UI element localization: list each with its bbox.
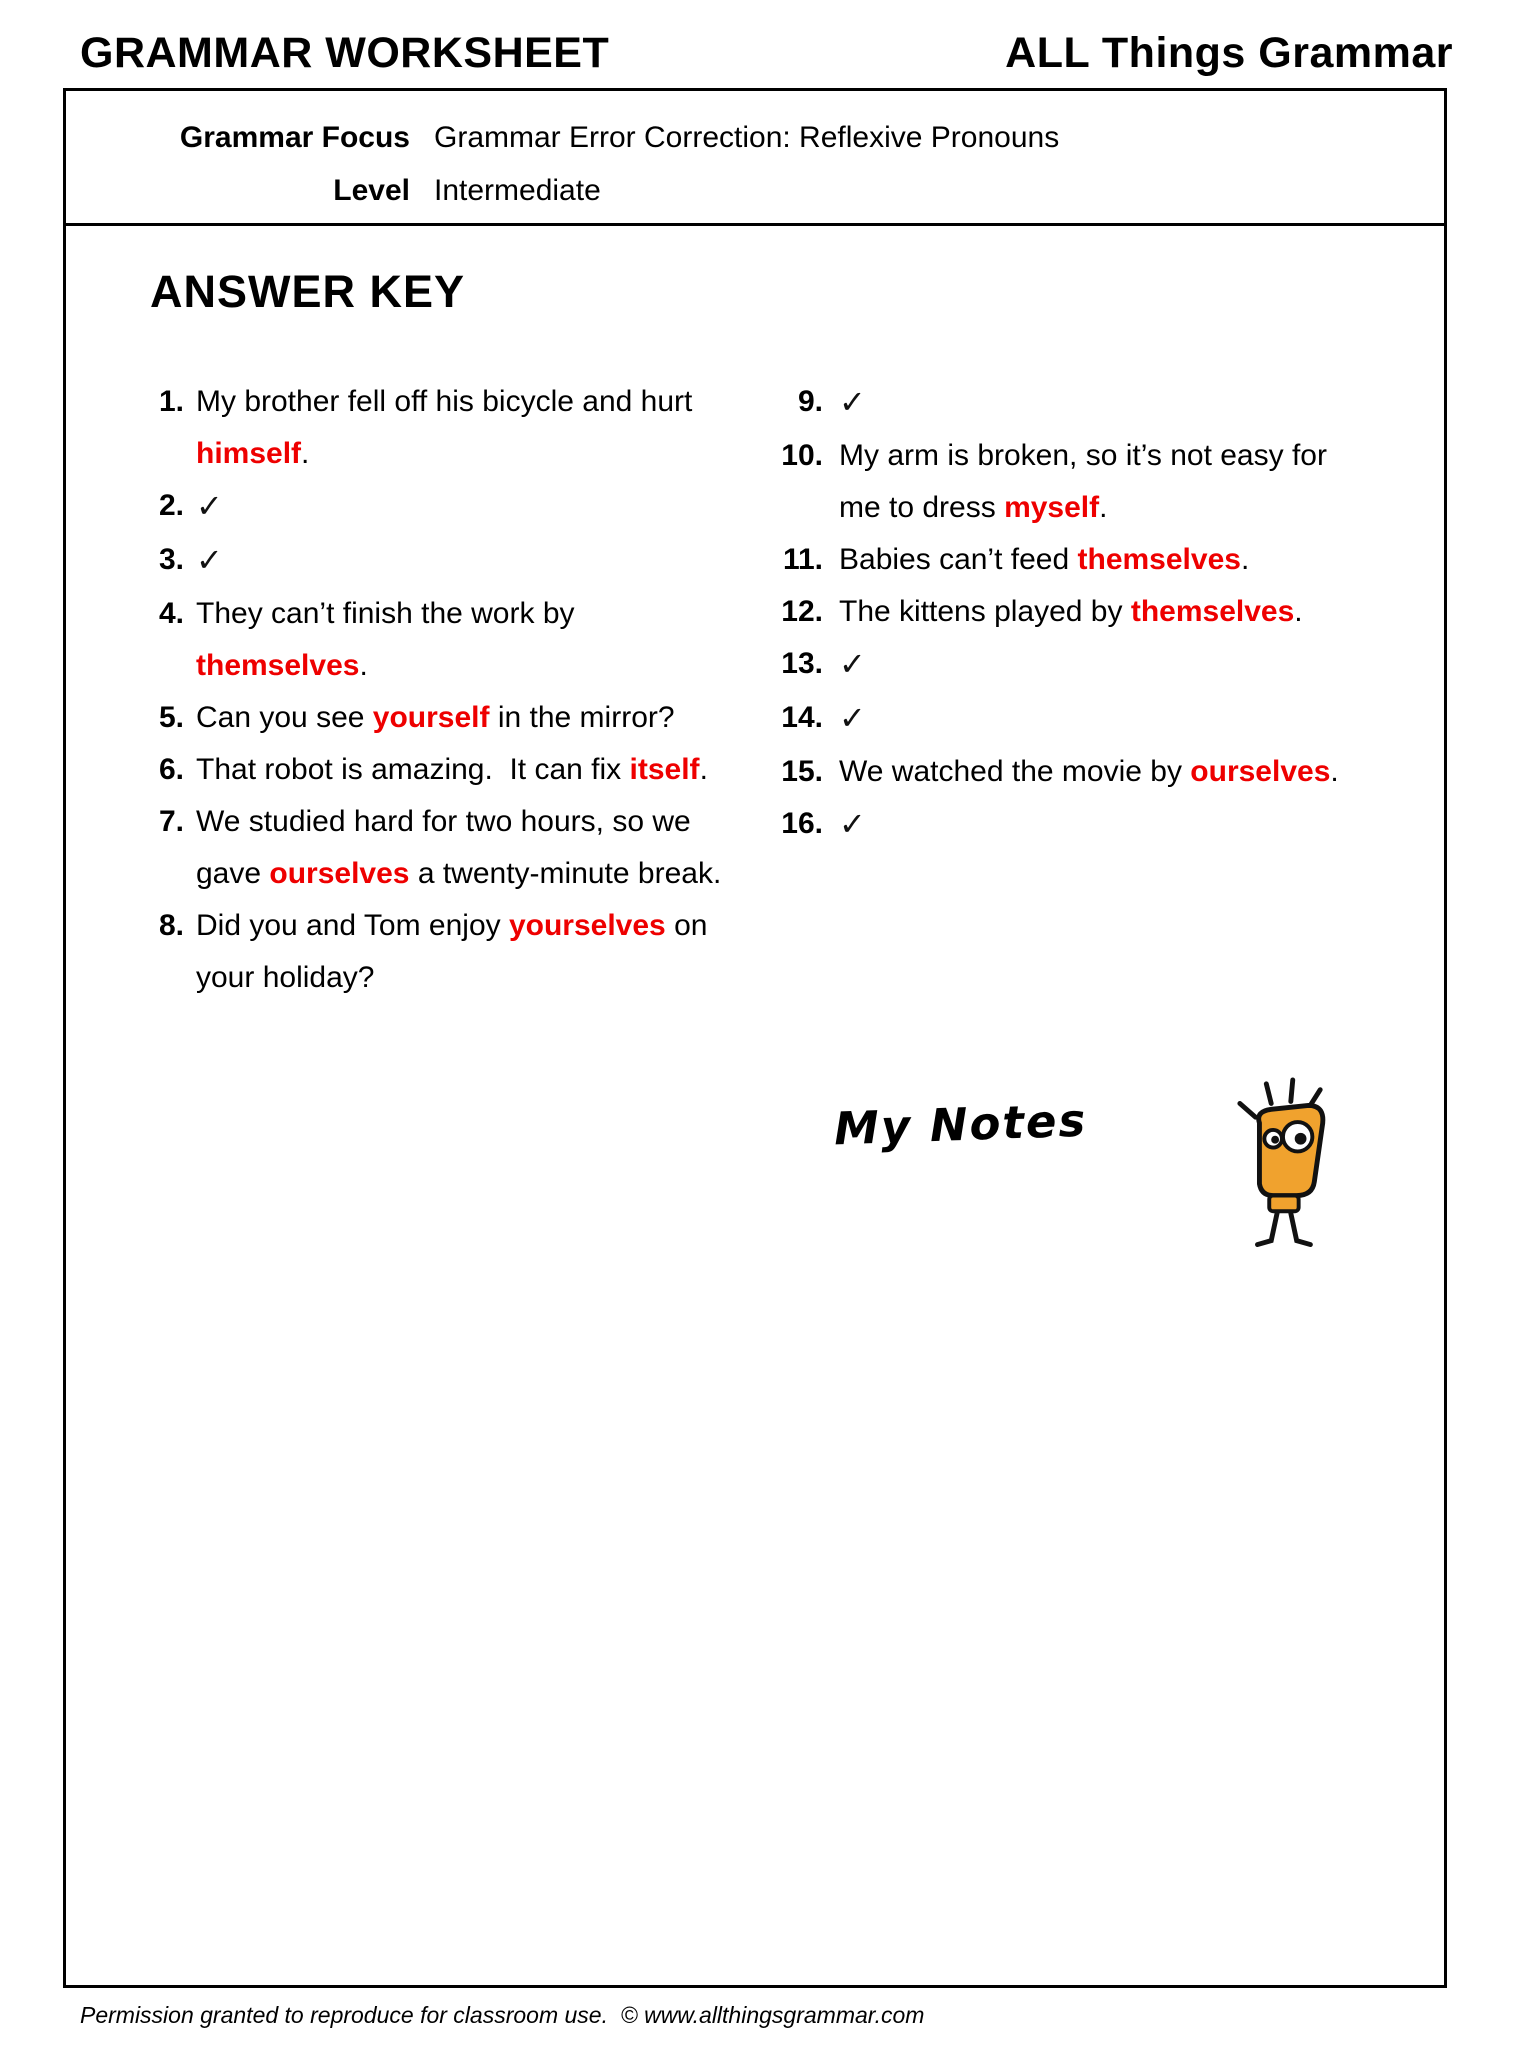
answer-text-block bbox=[196, 692, 767, 744]
corrected-word: ourselves bbox=[269, 857, 410, 890]
answer-key-title: ANSWER KEY bbox=[150, 266, 466, 317]
answer-number: 9. bbox=[797, 385, 823, 418]
answer-line bbox=[839, 638, 1404, 692]
check-mark: ✓ bbox=[196, 542, 223, 578]
answer-text-block bbox=[839, 534, 1404, 586]
answer-line bbox=[196, 692, 767, 744]
corrected-word: itself bbox=[629, 753, 700, 786]
grammar-focus-row bbox=[110, 111, 1444, 164]
lightbulb-character-illustration bbox=[1222, 1076, 1342, 1276]
answer-item bbox=[150, 744, 767, 796]
answer-number: 3. bbox=[158, 543, 184, 576]
answer-item bbox=[150, 692, 767, 744]
answer-line bbox=[839, 692, 1404, 746]
grammar-focus-label: Grammar Focus bbox=[179, 121, 410, 154]
answer-text: Can you see bbox=[196, 701, 373, 734]
answer-text: . bbox=[301, 437, 310, 470]
answer-item bbox=[767, 430, 1404, 534]
check-mark: ✓ bbox=[839, 806, 866, 842]
answer-text: me to dress bbox=[839, 491, 1005, 524]
answer-text: The kittens played by bbox=[839, 595, 1131, 628]
answer-line bbox=[196, 376, 767, 428]
footer-text: Permission granted to reproduce for classroom use. © www.allthingsgrammar.com bbox=[80, 2002, 925, 2028]
answer-text: on bbox=[665, 909, 708, 942]
answers-left-column bbox=[150, 376, 767, 1004]
answer-item bbox=[767, 534, 1404, 586]
answer-line bbox=[196, 900, 767, 952]
answer-line bbox=[839, 586, 1404, 638]
answer-item bbox=[150, 796, 767, 900]
level-label: Level bbox=[333, 174, 410, 207]
answer-line bbox=[839, 798, 1404, 852]
answer-text-block bbox=[196, 480, 767, 534]
answer-number: 11. bbox=[782, 543, 823, 576]
check-mark: ✓ bbox=[196, 488, 223, 524]
answer-text: . bbox=[1294, 595, 1303, 628]
corrected-word: yourself bbox=[372, 701, 490, 734]
answer-number: 10. bbox=[781, 439, 823, 472]
answer-text-block bbox=[839, 586, 1404, 638]
answer-text-block bbox=[839, 746, 1404, 798]
answer-line bbox=[839, 534, 1404, 586]
answer-item bbox=[767, 638, 1404, 692]
answer-line bbox=[196, 952, 767, 1004]
answer-line bbox=[839, 376, 1404, 430]
answers-columns bbox=[150, 376, 1404, 1004]
answer-key-box bbox=[63, 226, 1447, 1988]
my-notes-label: My Notes bbox=[832, 1093, 1088, 1156]
answer-line bbox=[196, 428, 767, 480]
answer-number: 12. bbox=[781, 595, 823, 628]
answer-text: gave bbox=[196, 857, 270, 890]
lightbulb-icon bbox=[1222, 1076, 1340, 1272]
answer-text-block bbox=[196, 900, 767, 1004]
page-header bbox=[63, 20, 1473, 78]
check-mark: ✓ bbox=[839, 384, 866, 420]
check-mark: ✓ bbox=[839, 700, 866, 736]
answer-number: 6. bbox=[158, 753, 184, 786]
answer-text-block bbox=[839, 430, 1404, 534]
answer-number: 7. bbox=[158, 805, 184, 838]
answer-text: . bbox=[699, 753, 708, 786]
answer-line bbox=[196, 744, 767, 796]
answer-number: 14. bbox=[781, 701, 823, 734]
answers-right-column bbox=[767, 376, 1404, 1004]
answer-number: 16. bbox=[781, 807, 823, 840]
notes-section bbox=[150, 1076, 1404, 1276]
answer-line bbox=[839, 430, 1404, 482]
answer-text: . bbox=[1240, 543, 1250, 576]
answer-text: We watched the movie by bbox=[839, 755, 1191, 788]
answer-item bbox=[767, 376, 1404, 430]
answer-text: My arm is broken, so it’s not easy for bbox=[839, 439, 1327, 472]
answer-text: a twenty-minute break. bbox=[409, 857, 722, 890]
answer-item bbox=[150, 900, 767, 1004]
answer-number: 8. bbox=[158, 909, 184, 942]
check-mark: ✓ bbox=[839, 646, 866, 682]
worksheet-title: GRAMMAR WORKSHEET bbox=[80, 29, 610, 77]
answer-number: 5. bbox=[158, 701, 184, 734]
answer-line bbox=[196, 848, 767, 900]
answer-text: in the mirror? bbox=[489, 701, 675, 734]
answer-text: Babies can’t feed bbox=[839, 543, 1078, 576]
brand-title: ALL Things Grammar bbox=[1005, 29, 1453, 77]
answer-line bbox=[839, 482, 1404, 534]
corrected-word: themselves bbox=[196, 649, 360, 682]
answer-number: 1. bbox=[158, 385, 184, 418]
answer-text-block bbox=[839, 376, 1404, 430]
grammar-info-box bbox=[63, 88, 1447, 226]
answer-text-block bbox=[839, 798, 1404, 852]
answer-text: . bbox=[359, 649, 368, 682]
answer-text: . bbox=[1330, 755, 1339, 788]
answer-text: . bbox=[1099, 491, 1108, 524]
answer-text: your holiday? bbox=[196, 961, 375, 994]
level-value: Intermediate bbox=[434, 174, 601, 207]
answer-item bbox=[767, 746, 1404, 798]
answer-line bbox=[196, 588, 767, 640]
answer-item bbox=[150, 588, 767, 692]
corrected-word: myself bbox=[1004, 491, 1100, 524]
answer-item bbox=[767, 586, 1404, 638]
answer-number: 13. bbox=[781, 647, 823, 680]
answer-item bbox=[150, 376, 767, 480]
answer-text-block bbox=[196, 534, 767, 588]
answer-item bbox=[767, 692, 1404, 746]
answer-text: Did you and Tom enjoy bbox=[196, 909, 509, 942]
answer-text: That robot is amazing. It can fix bbox=[196, 753, 630, 786]
answer-text-block bbox=[196, 796, 767, 900]
answer-text-block bbox=[839, 692, 1404, 746]
answer-item bbox=[150, 480, 767, 534]
answer-text: They can’t finish the work by bbox=[196, 597, 575, 630]
answer-text: My brother fell off his bicycle and hurt bbox=[196, 385, 693, 418]
answer-line bbox=[196, 534, 767, 588]
answer-text-block bbox=[196, 376, 767, 480]
corrected-word: themselves bbox=[1130, 595, 1295, 628]
answer-item bbox=[150, 534, 767, 588]
answer-number: 4. bbox=[158, 597, 184, 630]
level-row bbox=[110, 164, 1444, 217]
corrected-word: themselves bbox=[1077, 543, 1241, 576]
answer-line bbox=[196, 640, 767, 692]
answer-line bbox=[196, 796, 767, 848]
answer-number: 2. bbox=[158, 489, 184, 522]
answer-line bbox=[839, 746, 1404, 798]
grammar-focus-value: Grammar Error Correction: Reflexive Pronouns bbox=[434, 121, 1060, 154]
answer-line bbox=[196, 480, 767, 534]
corrected-word: ourselves bbox=[1190, 755, 1331, 788]
answer-item bbox=[767, 798, 1404, 852]
corrected-word: himself bbox=[196, 437, 302, 470]
answer-text-block bbox=[196, 744, 767, 796]
answer-text-block bbox=[196, 588, 767, 692]
corrected-word: yourselves bbox=[508, 909, 666, 942]
answer-text: We studied hard for two hours, so we bbox=[196, 805, 691, 838]
answer-number: 15. bbox=[781, 755, 823, 788]
answer-text-block bbox=[839, 638, 1404, 692]
